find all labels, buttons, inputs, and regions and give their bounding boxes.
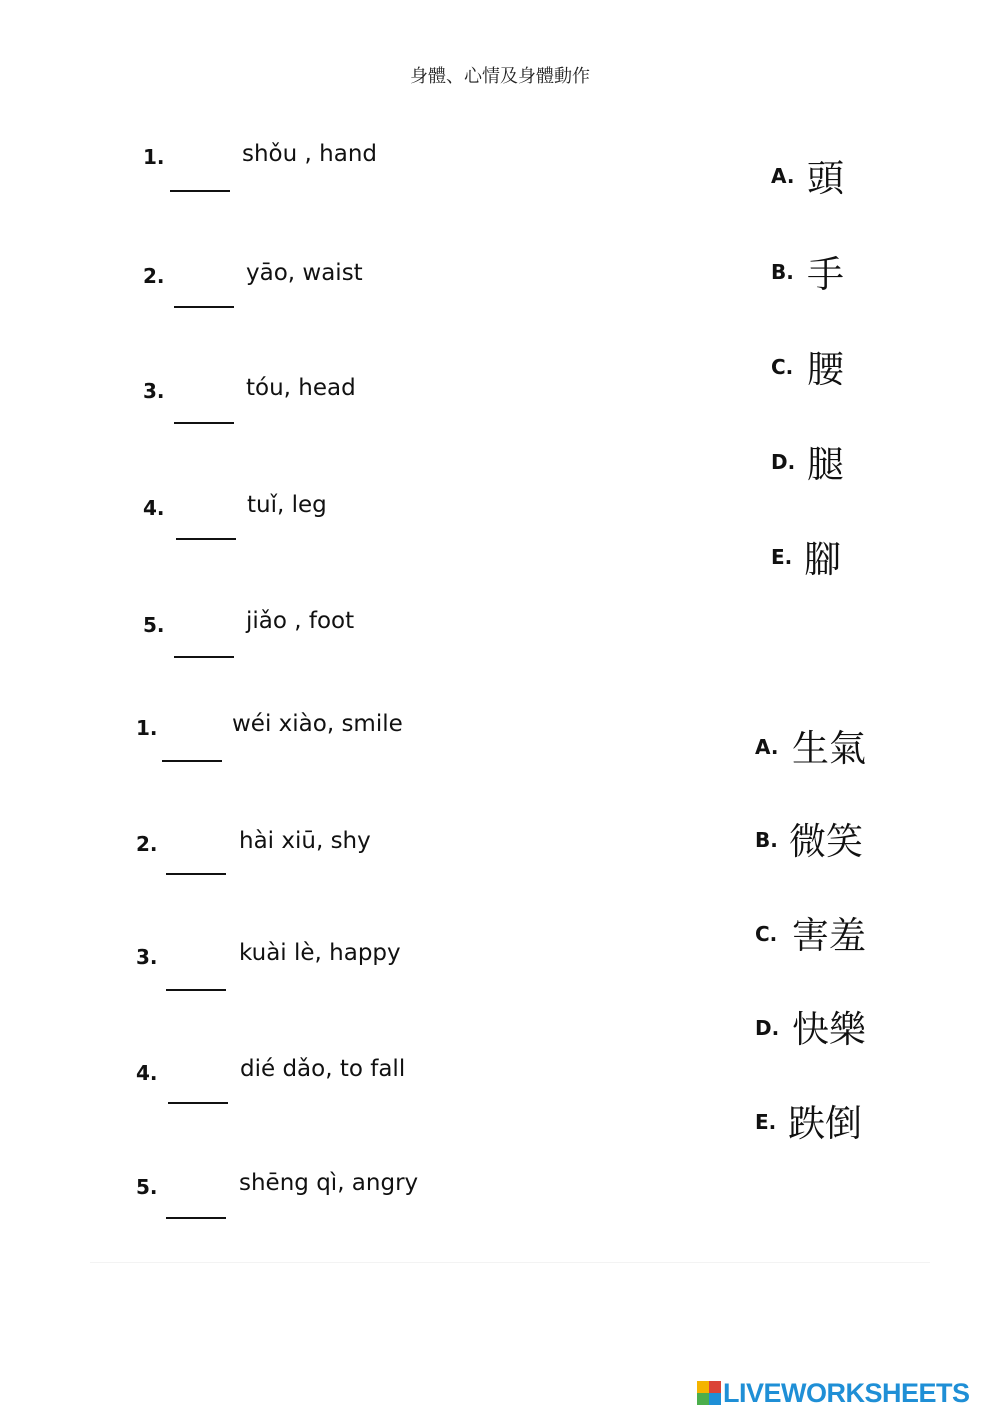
question-number: 4. [136, 1061, 158, 1085]
answer-blank[interactable] [168, 1102, 228, 1104]
question-number: 2. [136, 832, 158, 856]
question-number: 5. [143, 613, 165, 637]
question-number: 1. [136, 716, 158, 740]
question-text: tóu, head [246, 375, 356, 401]
option-letter: A. [755, 735, 779, 759]
question-text: shēng qì, angry [239, 1170, 419, 1196]
option-letter: D. [771, 450, 796, 474]
option-hanzi: 腳 [804, 538, 841, 581]
question-text: kuài lè, happy [239, 940, 401, 966]
option-hanzi: 手 [807, 253, 844, 296]
option-hanzi: 快樂 [792, 1008, 866, 1051]
answer-blank[interactable] [162, 760, 222, 762]
option-letter: A. [771, 164, 795, 188]
worksheet-title: 身體、心情及身體動作 [410, 66, 590, 87]
answer-blank[interactable] [166, 989, 226, 991]
question-text: wéi xiào, smile [232, 711, 403, 737]
question-number: 1. [143, 145, 165, 169]
question-text: shǒu , hand [242, 141, 377, 167]
option-letter: E. [771, 545, 793, 569]
option-letter: D. [755, 1016, 780, 1040]
page-divider [90, 1262, 930, 1263]
question-number: 3. [136, 945, 158, 969]
brand-name: LIVEWORKSHEETS [723, 1377, 970, 1408]
question-number: 2. [143, 264, 165, 288]
option-hanzi: 頭 [807, 157, 844, 200]
answer-blank[interactable] [166, 873, 226, 875]
question-text: hài xiū, shy [239, 828, 371, 854]
option-hanzi: 生氣 [792, 727, 866, 770]
answer-blank[interactable] [166, 1217, 226, 1219]
answer-blank[interactable] [170, 190, 230, 192]
option-letter: B. [771, 260, 794, 284]
question-text: tuǐ, leg [247, 492, 327, 518]
question-text: yāo, waist [246, 260, 363, 286]
option-hanzi: 腿 [807, 443, 844, 486]
liveworksheets-logo [697, 1376, 970, 1410]
question-number: 5. [136, 1175, 158, 1199]
option-letter: B. [755, 828, 778, 852]
option-letter: E. [755, 1110, 777, 1134]
question-number: 3. [143, 379, 165, 403]
answer-blank[interactable] [176, 538, 236, 540]
question-text: jiǎo , foot [246, 608, 355, 634]
option-hanzi: 跌倒 [788, 1102, 862, 1145]
liveworksheets-logo-icon [697, 1381, 721, 1405]
option-hanzi: 腰 [807, 348, 844, 391]
answer-blank[interactable] [174, 656, 234, 658]
question-text: dié dǎo, to fall [240, 1056, 406, 1082]
answer-blank[interactable] [174, 422, 234, 424]
option-letter: C. [755, 922, 778, 946]
option-hanzi: 害羞 [792, 914, 866, 957]
question-number: 4. [143, 496, 165, 520]
option-hanzi: 微笑 [789, 820, 863, 863]
answer-blank[interactable] [174, 306, 234, 308]
option-letter: C. [771, 355, 794, 379]
